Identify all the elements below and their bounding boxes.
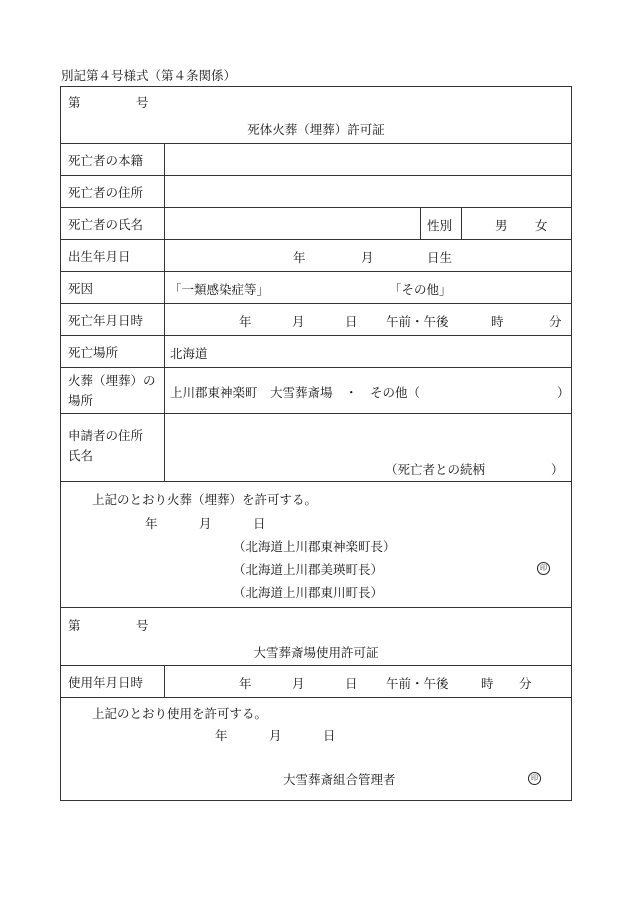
usage-header-row <box>61 607 571 666</box>
usage-datetime-label: 使用年月日時 <box>61 666 165 698</box>
address-row <box>61 175 571 208</box>
applicant-label-line1: 申請者の住所 <box>68 428 144 443</box>
sex-label: 性別 <box>427 218 453 233</box>
mayor-higashikawa: （北海道上川郡東川町長） <box>233 585 384 600</box>
sex-male: 男 <box>495 218 508 233</box>
cause-infectious: 「一類感染症等」 <box>169 282 270 297</box>
birth-day: 日生 <box>427 250 453 265</box>
honseki-label: 死亡者の本籍 <box>61 144 165 176</box>
address-label: 死亡者の住所 <box>61 176 165 208</box>
approval-section <box>61 481 571 608</box>
usage-manager: 大雪葬斎組合管理者 <box>283 772 396 787</box>
birth-row <box>61 239 571 272</box>
permit-number-dai: 第 <box>68 95 81 110</box>
birth-year: 年 <box>293 250 306 265</box>
usage-day: 日 <box>345 676 358 691</box>
usage-approval-section <box>61 697 571 802</box>
relation-label: （死亡者との続柄 <box>385 462 486 477</box>
approval-text: 上記のとおり火葬（埋葬）を許可する。 <box>92 492 318 507</box>
cause-row <box>61 271 571 304</box>
approval-month: 月 <box>199 516 212 531</box>
place-label: 死亡場所 <box>61 336 165 368</box>
sex-female: 女 <box>535 218 548 233</box>
approval-day: 日 <box>253 516 266 531</box>
death-ampm: 午前・午後 <box>386 314 449 329</box>
permit-title: 死体火葬（埋葬）許可証 <box>247 122 385 137</box>
usage-title: 大雪葬斎場使用許可証 <box>253 645 379 660</box>
usage-seal-icon: 印 <box>528 772 541 785</box>
death-datetime-row <box>61 303 571 336</box>
crem-place-row <box>61 367 571 414</box>
permit-form <box>60 86 572 801</box>
usage-approval-month: 月 <box>269 728 282 743</box>
death-year: 年 <box>239 314 252 329</box>
relation-close: ） <box>551 462 564 477</box>
name-row <box>61 207 571 240</box>
death-hour: 時 <box>491 314 504 329</box>
mayor-higashikagura: （北海道上川郡東神楽町長） <box>233 539 396 554</box>
seal-icon: 印 <box>537 562 550 575</box>
applicant-label-line2: 氏名 <box>68 448 94 463</box>
applicant-row <box>61 413 571 482</box>
crem-place-value: 上川郡東神楽町 大雪葬斎場 ・ その他（ <box>170 385 421 400</box>
honseki-row <box>61 143 571 176</box>
sex-divider-left <box>420 208 421 240</box>
cause-other: 「その他」 <box>389 282 452 297</box>
death-minute: 分 <box>549 314 562 329</box>
death-day: 日 <box>345 314 358 329</box>
applicant-label <box>61 414 165 482</box>
permit-number-go: 号 <box>136 95 149 110</box>
crem-place-close: ） <box>557 385 570 400</box>
usage-approval-year: 年 <box>215 728 228 743</box>
crem-place-label <box>61 368 165 414</box>
approval-year: 年 <box>145 516 158 531</box>
birth-month: 月 <box>361 250 374 265</box>
usage-approval-text: 上記のとおり使用を許可する。 <box>92 706 268 721</box>
name-label: 死亡者の氏名 <box>61 208 165 240</box>
usage-approval-day: 日 <box>323 728 336 743</box>
permit-header-row <box>61 87 571 143</box>
crem-place-label-line1: 火葬（埋葬）の <box>68 373 156 388</box>
mayor-biei: （北海道上川郡美瑛町長） <box>233 562 384 577</box>
usage-year: 年 <box>239 676 252 691</box>
usage-month: 月 <box>292 676 305 691</box>
place-row <box>61 335 571 368</box>
usage-datetime-row <box>61 665 571 698</box>
form-caption: 別記第４号様式（第４条関係） <box>61 68 237 83</box>
birth-label: 出生年月日 <box>61 240 165 272</box>
usage-number-dai: 第 <box>68 618 81 633</box>
cause-label: 死因 <box>61 272 165 304</box>
sex-divider-right <box>461 208 462 240</box>
place-value: 北海道 <box>170 346 208 361</box>
usage-number-go: 号 <box>136 618 149 633</box>
crem-place-label-line2: 場所 <box>68 393 94 408</box>
usage-hour: 時 <box>481 676 494 691</box>
death-datetime-label: 死亡年月日時 <box>61 304 165 336</box>
usage-ampm: 午前・午後 <box>386 676 449 691</box>
usage-minute: 分 <box>519 676 532 691</box>
death-month: 月 <box>292 314 305 329</box>
